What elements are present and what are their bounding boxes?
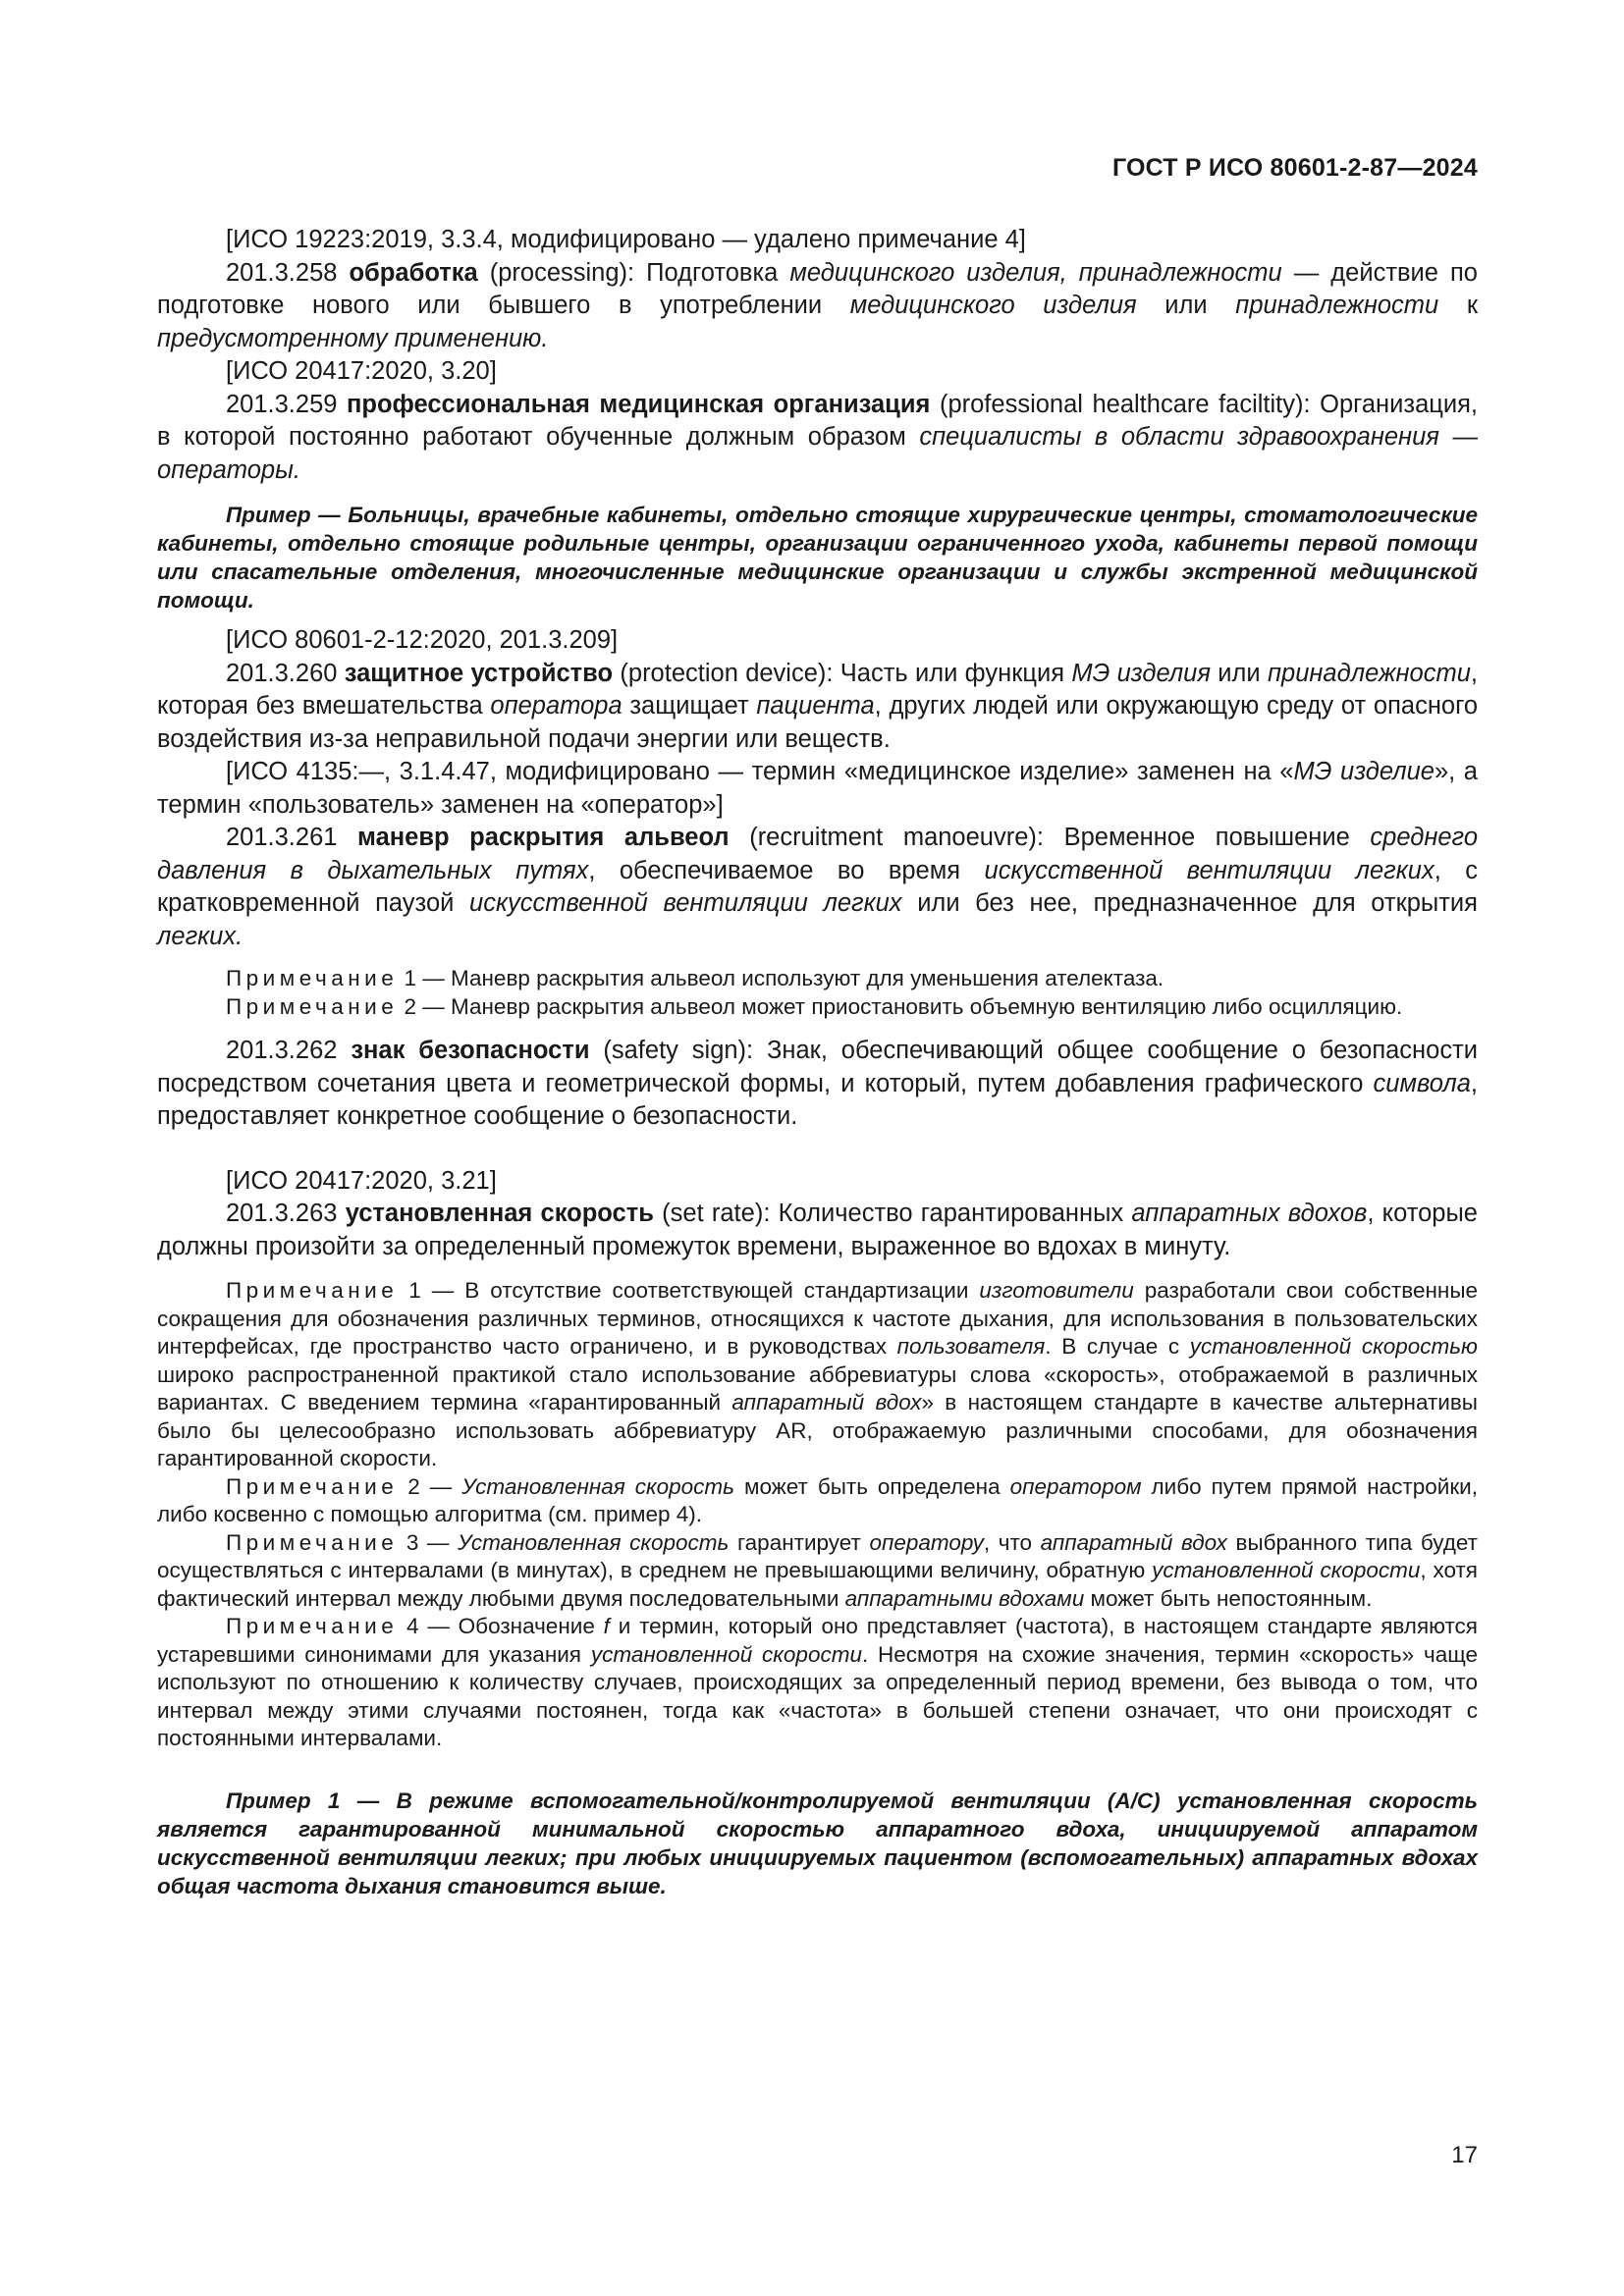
example-259: Пример — Больницы, врачебные кабинеты, отдельно стоящие хирургические центры, стоматологические кабинеты, отдельно стоящие родильные центры, организации ограниченного ухода, кабинеты первой помощи или спасательные отделения, многочисленные медицинские организации и службы экстренной медицинской помощи. — [157, 503, 1478, 613]
example-263-1: Пример 1 — В режиме вспомогательной/контролируемой вентиляции (A/C) установленная скорость является гарантированной минимальной скоростью аппаратного вдоха, инициируемой аппаратом искусственной вентиляции легких; при любых инициируемых пациентом (вспомогательных) аппаратных вдохах общая частота дыхания становится выше. — [157, 1788, 1478, 1898]
source-reference: [ИСО 80601-2-12:2020, 201.3.209] — [226, 626, 619, 654]
term-definition-262: 201.3.262 знак безопасности (safety sign): Знак, обеспечивающий общее сообщение о безопасности посредством сочетания цвета и геометрической формы, и который, путем добавления графического символа, предоставляет конкретное сообщение о безопасности. — [157, 1037, 1478, 1130]
source-reference: [ИСО 20417:2020, 3.21] — [226, 1166, 497, 1195]
page-content — [157, 224, 1478, 1900]
standard-designation: ГОСТ Р ИСО 80601-2-87—2024 — [1111, 154, 1478, 182]
note-261-1: Примечание 1 — Маневр раскрытия альвеол используют для уменьшения ателектаза. — [226, 966, 1164, 990]
note-263-3: Примечание 3 — Установленная скорость гарантирует оператору, что аппаратный вдох выбранного типа будет осуществляться с интервалами (в минутах), в среднем не превышающими величину, обратную установленной скорости, хотя фактический интервал между любыми двумя последовательными аппаратными вдохами может быть непостоянным. — [157, 1529, 1478, 1611]
term-definition-260: 201.3.260 защитное устройство (protection device): Часть или функция МЭ изделия или принадлежности, которая без вмешательства оператора защищает пациента, других людей или окружающую среду от опасного воздействия из-за неправильной подачи энергии или веществ. — [157, 659, 1479, 753]
term-definition-258: 201.3.258 обработка (processing): Подготовка медицинского изделия, принадлежности — действие по подготовке нового или бывшего в употреблении медицинского изделия или принадлежности к предусмотренному применению. — [157, 258, 1478, 352]
page-number: 17 — [1451, 2142, 1478, 2168]
source-reference: [ИСО 4135:—, 3.1.4.47, модифицировано — термин «медицинское изделие» заменен на «МЭ изделие», а термин «пользователь» заменен на «оператор»] — [157, 758, 1478, 819]
source-reference: [ИСО 19223:2019, 3.3.4, модифицировано — удалено примечание 4] — [226, 226, 1026, 253]
term-definition-261: 201.3.261 маневр раскрытия альвеол (recruitment manoeuvre): Временное повышение среднего давления в дыхательных путях, обеспечиваемое во время искусственной вентиляции легких, с кратковременной паузой искусственной вентиляции легких или без нее, предназначенное для открытия легких. — [157, 824, 1478, 950]
source-reference: [ИСО 20417:2020, 3.20] — [226, 357, 497, 385]
note-263-4: Примечание 4 — Обозначение f и термин, который оно представляет (частота), в настоящем стандарте являются устаревшими синонимами для указания установленной скорости. Несмотря на схожие значения, термин «скорость» чаще используют по отношению к количеству случаев, происходящих за определенный период времени, без вывода о том, что интервал между этими случаями постоянен, тогда как «частота» в большей степени означает, что они происходят с постоянными интервалами. — [157, 1614, 1478, 1750]
note-263-1: Примечание 1 — В отсутствие соответствующей стандартизации изготовители разработали свои собственные сокращения для обозначения различных терминов, относящихся к частоте дыхания, для использования в пользовательских интерфейсах, где пространство часто ограничено, и в руководствах пользователя. В случае с установленной скоростью широко распространенной практикой стало использование аббревиатуры слова «скорость», отображаемой в различных вариантах. С введением термина «гарантированный аппаратный вдох» в настоящем стандарте в качестве альтернативы было бы целесообразно использовать аббревиатуру AR, отображаемую различными способами, для обозначения гарантированной скорости. — [157, 1278, 1478, 1470]
term-definition-259: 201.3.259 профессиональная медицинская организация (professional healthcare faciltity): Организация, в которой постоянно работают обученные должным образом специалисты в области здравоохранения — операторы. — [157, 390, 1479, 484]
note-263-2: Примечание 2 — Установленная скорость может быть определена оператором либо путем прямой настройки, либо косвенно с помощью алгоритма (см. пример 4). — [157, 1473, 1478, 1526]
term-definition-263: 201.3.263 установленная скорость (set rate): Количество гарантированных аппаратных вдохов, которые должны произойти за определенный промежуток времени, выраженное во вдохах в минуту. — [157, 1200, 1478, 1260]
note-261-2: Примечание 2 — Маневр раскрытия альвеол может приостановить объемную вентиляцию либо осцилляцию. — [226, 993, 1403, 1019]
